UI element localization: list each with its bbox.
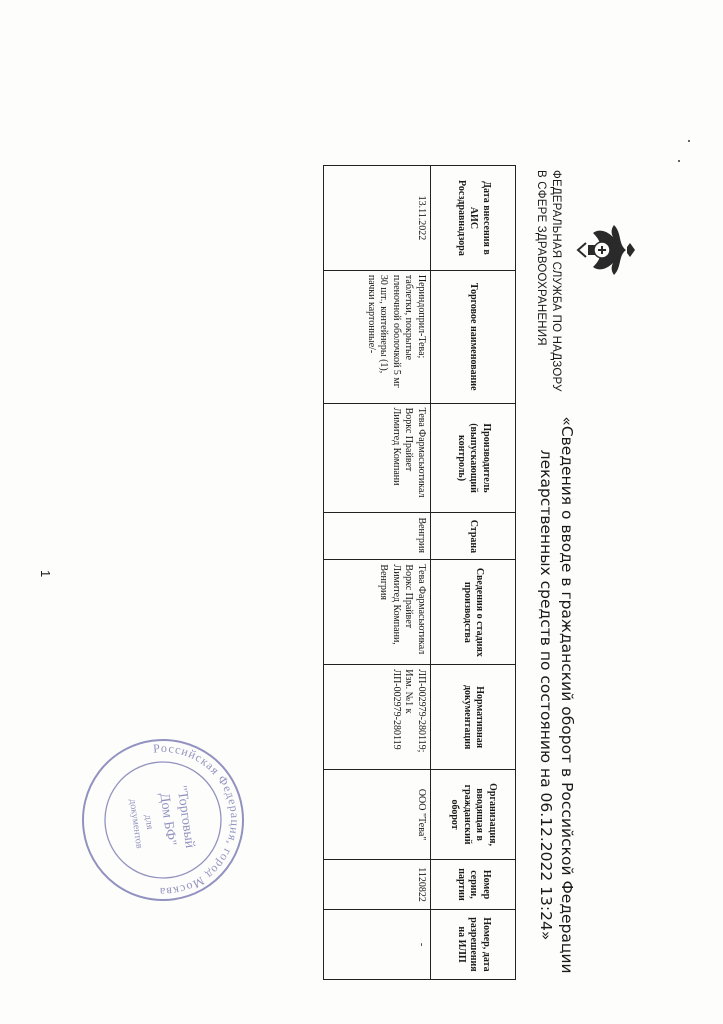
document-title-line-1: «Сведения о вводе в гражданский оборот в Российской Федерации (558, 416, 576, 974)
cell-country: Венгрия (324, 513, 431, 560)
stamp-center-line-1: "Торговый (173, 784, 198, 850)
cell-entry-date: 13.11.2022 (324, 166, 431, 271)
cell-trade-name: Периндоприл-Тева; таблетки, покрытые пленочной оболочкой 5 мг 30 шт., контейнеры (1), пачки картонные/- (324, 270, 431, 403)
cell-introducing-organization: ООО "Тева" (324, 770, 431, 860)
cell-manufacturer: Тева Фармасьютикал Воркс Прайвет Лимитед Компани (324, 403, 431, 513)
stamp-ring-text: Российская Федерация, город Москва (152, 740, 243, 900)
header-cell-permit: Номер, дата разрешения на ИЛП (431, 910, 516, 980)
header-cell-trade-name: Торговое наименование (431, 270, 516, 403)
header-cell-regulatory-documentation: Нормативная документация (431, 665, 516, 770)
table-header-row (431, 166, 516, 980)
double-headed-eagle-emblem-icon (568, 215, 638, 285)
header-cell-country: Страна (431, 513, 516, 560)
stamp-center-line-2: Дом БФ" (156, 791, 179, 847)
stamp-center-line-4: документов (126, 798, 145, 850)
company-stamp (67, 724, 259, 916)
cell-production-stages: Тева Фармасьютикал Воркс Прайвет Лимитед Компани, Венгрия (324, 560, 431, 665)
header-cell-manufacturer: Производитель (выпускающий контроль) (431, 403, 516, 513)
stamp-center-line-3: для (142, 813, 156, 831)
agency-line-1: ФЕДЕРАЛЬНАЯ СЛУЖБА ПО НАДЗОРУ (550, 170, 562, 392)
page-number: 1 (38, 570, 53, 578)
table-row (324, 166, 431, 980)
header-cell-batch-number: Номер серии, партии (431, 860, 516, 910)
scan-speck (688, 140, 690, 142)
document-title-line-2: лекарственных средств по состоянию на 06.12.2022 13:24» (537, 449, 555, 941)
svg-text:Российская Федерация, город Мо (137, 731, 252, 901)
agency-line-2: В СФЕРЕ ЗДРАВООХРАНЕНИЯ (535, 170, 547, 346)
header-cell-production-stages: Сведения о стадиях производства (431, 560, 516, 665)
header-cell-introducing-organization: Организация, вводящая в гражданский оборот (431, 770, 516, 860)
cell-permit: - (324, 910, 431, 980)
document-title (535, 395, 577, 995)
cell-batch-number: 1120822 (324, 860, 431, 910)
medicine-circulation-table (323, 165, 516, 980)
cell-regulatory-documentation: ЛП-002979-280119; Изм. №1 к ЛП-002979-280119 (324, 665, 431, 770)
scan-speck (678, 160, 680, 162)
header-cell-entry-date: Дата внесения в АИС Росздравнадзора (431, 166, 516, 271)
